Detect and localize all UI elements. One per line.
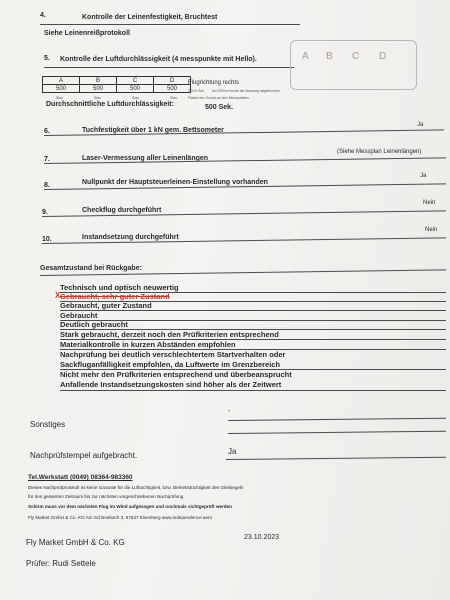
section5-rule xyxy=(44,67,294,68)
legend-line1: Zeit in Sek. xyxy=(188,89,205,93)
table-value-d: 500 xyxy=(154,85,191,93)
condition-option: Sackfluganfälligkeit empfohlen, da Luftwerte im Grenzbereich xyxy=(60,360,281,369)
legend-title: Flugrichtung rechts xyxy=(188,80,240,86)
condition-option: Stark gebraucht, derzeit noch den Prüfkriterien entsprechend xyxy=(60,330,279,339)
condition-option-selected: Gebraucht, sehr guter Zustand xyxy=(60,292,170,301)
condition-option: Nachprüfung bei deutlich verschlechtertem Startverhalten oder xyxy=(60,350,286,359)
legend-line2: Fläche des Tuches an den Messpunkten xyxy=(188,96,249,100)
row8-value: Ja xyxy=(420,173,427,179)
table-header-d: D xyxy=(154,77,191,85)
row9-number: 9. xyxy=(42,209,48,216)
disclaimer-line1: Dieses Nachprüfprotokoll ist keine Garantie für die Lufttüchtigkeit, bzw. Betriebstüchtigkeit des Gleitsegels xyxy=(28,485,244,490)
misc-label: Sonstiges xyxy=(30,420,66,429)
stamp-label: Nachprüfstempel aufgebracht. xyxy=(30,451,138,460)
flight-warning: Schirm muss vor dem nächsten Flug im Wind aufgezogen und nochmals sichtgeprüft werden xyxy=(28,504,232,509)
misc-rule-1 xyxy=(228,418,446,421)
canopy-letter-a: A xyxy=(302,51,309,62)
section5-number: 5. xyxy=(44,55,50,62)
condition-option: Technisch und optisch neuwertig xyxy=(60,283,179,292)
table-value-c: 500 xyxy=(117,85,154,93)
avg-permeability-value: 500 Sek. xyxy=(205,104,234,111)
condition-option: Nicht mehr den Prüfkriterien entsprechend und überbeansprucht xyxy=(60,370,292,379)
table-sublabel-a: Stau xyxy=(56,96,63,100)
condition-option: Anfallende Instandsetzungskosten sind höher als der Zeitwert xyxy=(60,380,282,389)
legend-line1b: bei 3000ml wurde die Messung abgebrochen xyxy=(212,89,280,93)
stamp-rule xyxy=(226,457,446,460)
table-value-b: 500 xyxy=(80,85,117,93)
row9-label: Checkflug durchgeführt xyxy=(82,207,162,214)
air-permeability-table xyxy=(42,76,191,93)
section4-note: Siehe Leinenreißprotokoll xyxy=(44,30,130,37)
misc-rule-2 xyxy=(228,431,446,434)
tester-name: Prüfer: Rudi Settele xyxy=(26,559,96,568)
inspection-date: 23.10.2023 xyxy=(244,534,280,541)
table-header-a: A xyxy=(43,77,80,85)
avg-permeability-label: Durchschnittliche Luftdurchlässigkeit: xyxy=(46,101,174,108)
canopy-letter-c: C xyxy=(352,51,360,62)
row7-value: (Siehe Messplan Leinenlängen) xyxy=(337,149,422,155)
row8-label: Nullpunkt der Hauptsteuerleinen-Einstellung vorhanden xyxy=(82,179,268,186)
condition-option: Gebraucht, guter Zustand xyxy=(60,301,152,310)
row10-number: 10. xyxy=(42,236,52,243)
condition-option: Gebraucht xyxy=(60,311,98,320)
row10-label: Instandsetzung durchgeführt xyxy=(82,234,179,241)
table-sublabel-b: Stau xyxy=(94,96,101,100)
row10-value: Nein xyxy=(425,227,438,233)
company-address: Fly Market GmbH & Co. KG Am Schönebach 3, 87637 Eisenberg www.independence.aero xyxy=(28,515,213,520)
condition-option: Materialkontrolle in kurzen Abständen empfohlen xyxy=(60,340,236,349)
canopy-sketch xyxy=(290,40,417,90)
section4-number: 4. xyxy=(40,12,46,19)
condition-title: Gesamtzustand bei Rückgabe: xyxy=(40,265,142,272)
canopy-letter-b: B xyxy=(326,51,333,62)
table-header-c: C xyxy=(117,77,154,85)
section4-label: Kontrolle der Leinenfestigkeit, Bruchtest xyxy=(82,14,218,21)
row9-value: Nein xyxy=(423,200,436,206)
row6-label: Tuchfestigkeit über 1 kN gem. Bettsometer xyxy=(82,127,224,134)
section4-rule xyxy=(40,24,300,25)
condition-rule xyxy=(60,310,446,311)
table-value-a: 500 xyxy=(43,85,80,93)
row6-value: Ja xyxy=(417,122,424,128)
row7-label: Laser-Vermessung aller Leinenlängen xyxy=(82,155,209,162)
workshop-phone: Tel.Werkstatt (0049) 08364-983360 xyxy=(28,474,133,481)
row6-number: 6. xyxy=(44,128,50,135)
disclaimer-line2: für den gesamten Zeitraum bis zur nächsten vorgeschriebenen Nachprüfung xyxy=(28,494,184,499)
row8-number: 8. xyxy=(44,182,50,189)
canopy-letter-d: D xyxy=(379,51,387,62)
table-header-b: B xyxy=(80,77,117,85)
table-sublabel-c: Stau xyxy=(132,96,139,100)
condition-option: Deutlich gebraucht xyxy=(60,320,128,329)
company-name: Fly Market GmbH & Co. KG xyxy=(26,538,125,547)
row7-number: 7. xyxy=(44,156,50,163)
table-sublabel-d: Stau xyxy=(170,96,177,100)
selected-condition-mark: X xyxy=(55,291,61,300)
condition-rule xyxy=(60,390,446,391)
section5-label: Kontrolle der Luftdurchlässigkeit (4 messpunkte mit Hello). xyxy=(60,56,257,63)
stamp-value: Ja xyxy=(228,447,237,456)
misc-value: - xyxy=(228,408,231,415)
